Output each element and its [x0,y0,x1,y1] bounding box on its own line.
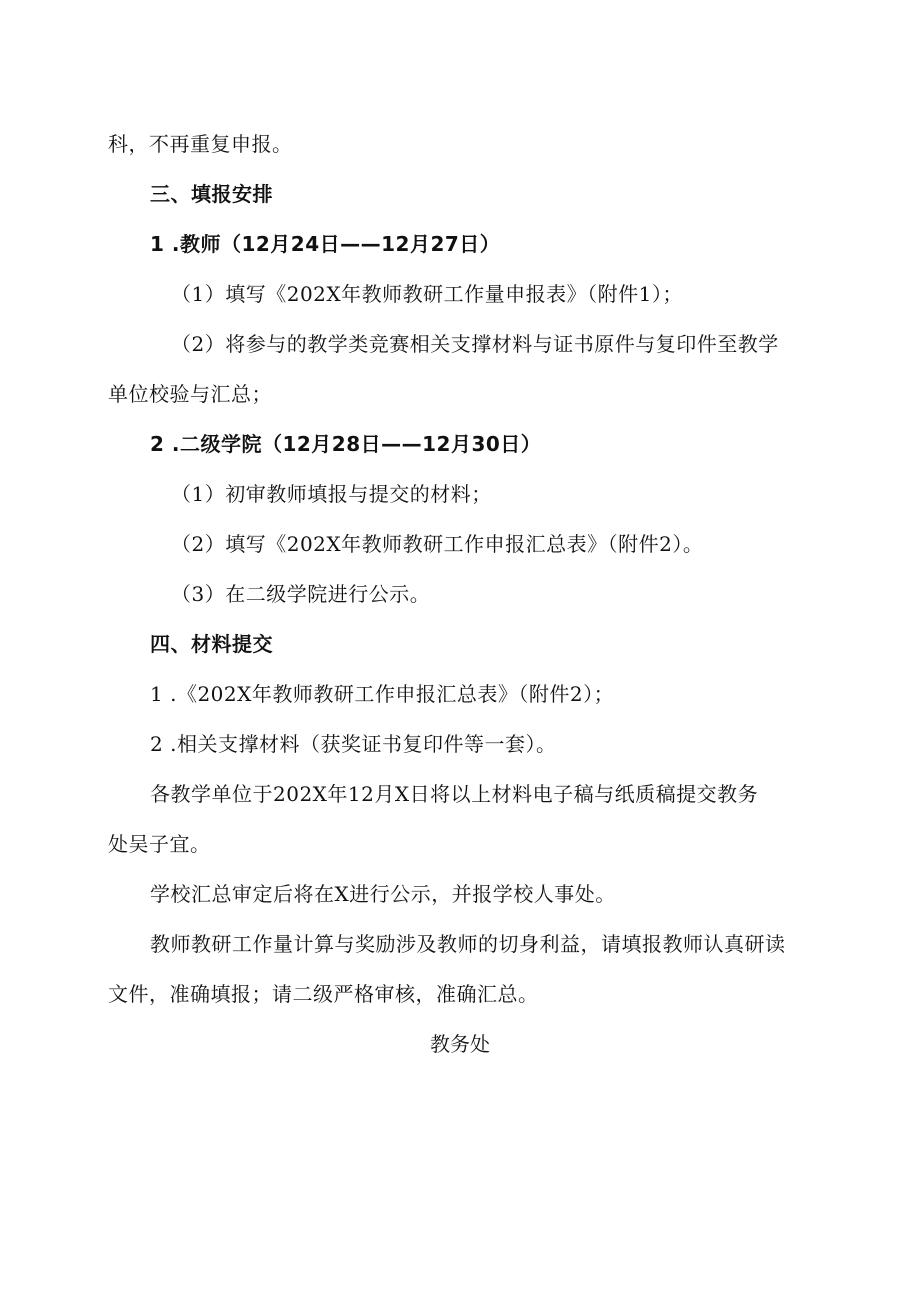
paragraph-continuation: 科，不再重复申报。 [108,132,293,156]
list-item-continuation: 单位校验与汇总； [108,382,272,406]
paragraph: 教师教研工作量计算与奖励涉及教师的切身利益，请填报教师认真研读 [150,932,786,956]
list-item: 2 .相关支撑材料（获奖证书复印件等一套）。 [150,732,557,756]
paragraph: 各教学单位于202X年12月X日将以上材料电子稿与纸质稿提交教务 [150,782,759,806]
subheading-teacher: 1 .教师（12月24日——12月27日） [150,232,501,256]
paragraph-continuation: 处吴子宜。 [108,832,211,856]
section-heading-3: 三、填报安排 [150,182,273,206]
signature: 教务处 [430,1032,490,1056]
paragraph-continuation: 文件，准确填报；请二级严格审核，准确汇总。 [108,982,539,1006]
subheading-college: 2 .二级学院（12月28日——12月30日） [150,432,542,456]
section-heading-4: 四、材料提交 [150,632,273,656]
list-item: （1）初审教师填报与提交的材料； [171,482,492,506]
list-item: （2）将参与的教学类竞赛相关支撑材料与证书原件与复印件至教学 [171,332,779,356]
list-item: 1 .《202X年教师教研工作申报汇总表》（附件2）； [150,682,615,706]
list-item: （3）在二级学院进行公示。 [171,582,431,606]
paragraph: 学校汇总审定后将在X进行公示，并报学校人事处。 [150,882,616,906]
list-item: （1）填写《202X年教师教研工作量申报表》（附件1）； [171,282,683,306]
list-item: （2）填写《202X年教师教研工作申报汇总表》（附件2）。 [171,532,704,556]
